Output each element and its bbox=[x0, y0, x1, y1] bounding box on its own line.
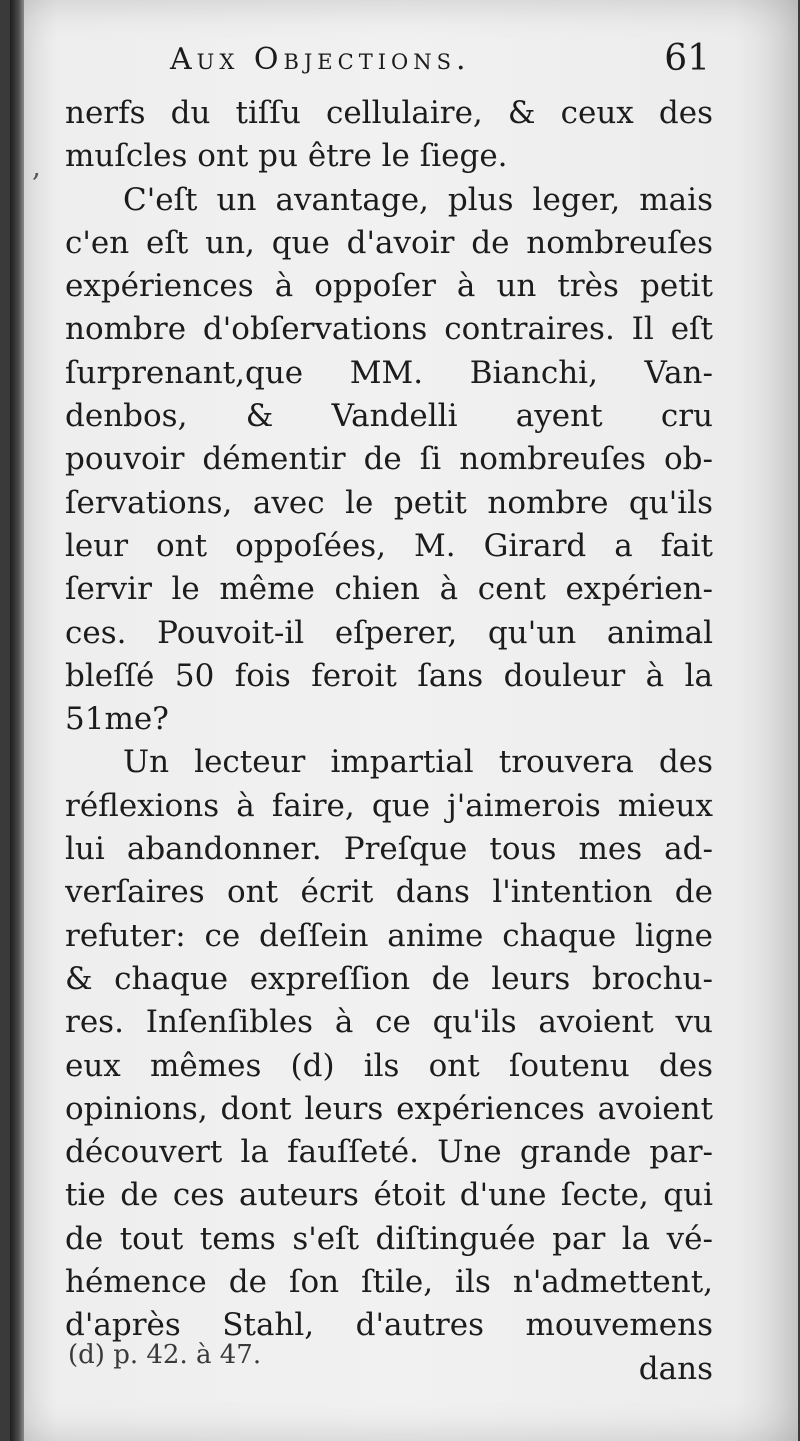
body-text bbox=[65, 92, 713, 1391]
text-line: de tout tems s'eſt diſtinguée par la vé- bbox=[65, 1220, 713, 1257]
page-number: 61 bbox=[664, 38, 710, 79]
text-line: leur ont oppoſées, M. Girard a fait bbox=[65, 527, 713, 564]
text-line: ſervations, avec le petit nombre qu'ils bbox=[65, 484, 713, 521]
book-page bbox=[10, 0, 798, 1441]
text-line: nerfs du tiſſu cellulaire, & ceux des bbox=[65, 95, 713, 131]
text-line: C'eſt un avantage, plus leger, mais bbox=[123, 181, 713, 218]
text-line: refuter: ce deſſein anime chaque ligne bbox=[65, 917, 713, 954]
footnote: (d) p. 42. à 47. bbox=[68, 1340, 262, 1370]
text-line: ſervir le même chien à cent expérien- bbox=[65, 571, 713, 608]
text-line: d'après Stahl, d'autres mouvemens bbox=[65, 1307, 713, 1344]
text-line: verſaires ont écrit dans l'intention de bbox=[65, 874, 713, 911]
page-gutter-shadow bbox=[10, 0, 24, 1441]
text-line: réflexions à faire, que j'aimerois mieux bbox=[65, 787, 713, 824]
text-line: muſcles ont pu être le ſiege. bbox=[65, 138, 508, 175]
text-line: c'en eſt un, que d'avoir de nombreuſes bbox=[65, 224, 713, 261]
page-header bbox=[170, 38, 710, 86]
text-line: ces. Pouvoit-il eſperer, qu'un animal bbox=[65, 614, 713, 651]
running-head: Aux Objections. bbox=[170, 42, 471, 77]
text-line: tie de ces auteurs étoit d'une ſecte, qui bbox=[65, 1177, 713, 1214]
text-line: nombre d'obſervations contraires. Il eſt bbox=[65, 311, 713, 348]
text-line: & chaque expreſſion de leurs brochu- bbox=[65, 960, 713, 997]
text-line: opinions, dont leurs expériences avoient bbox=[65, 1090, 713, 1127]
catchword: dans bbox=[638, 1350, 713, 1387]
text-line: ſurprenant,que MM. Bianchi, Van- bbox=[65, 354, 713, 391]
text-line: denbos, & Vandelli ayent cru bbox=[65, 398, 713, 435]
text-line: eux mêmes (d) ils ont ſoutenu des bbox=[65, 1047, 713, 1084]
text-line: pouvoir démentir de ſi nombreuſes ob- bbox=[65, 441, 713, 478]
text-line: res. Inſenſibles à ce qu'ils avoient vu bbox=[65, 1004, 713, 1041]
text-line: découvert la fauſſeté. Une grande par- bbox=[65, 1134, 713, 1171]
margin-mark: , bbox=[32, 150, 41, 183]
text-line: 51me? bbox=[65, 701, 169, 738]
text-line: Un lecteur impartial trouvera des bbox=[123, 744, 713, 781]
text-line: lui abandonner. Preſque tous mes ad- bbox=[65, 831, 713, 868]
text-line: expériences à oppoſer à un très petit bbox=[65, 268, 713, 305]
text-line: hémence de ſon ſtile, ils n'admettent, bbox=[65, 1264, 713, 1301]
text-line: bleſſé 50 fois feroit ſans douleur à la bbox=[65, 657, 713, 694]
